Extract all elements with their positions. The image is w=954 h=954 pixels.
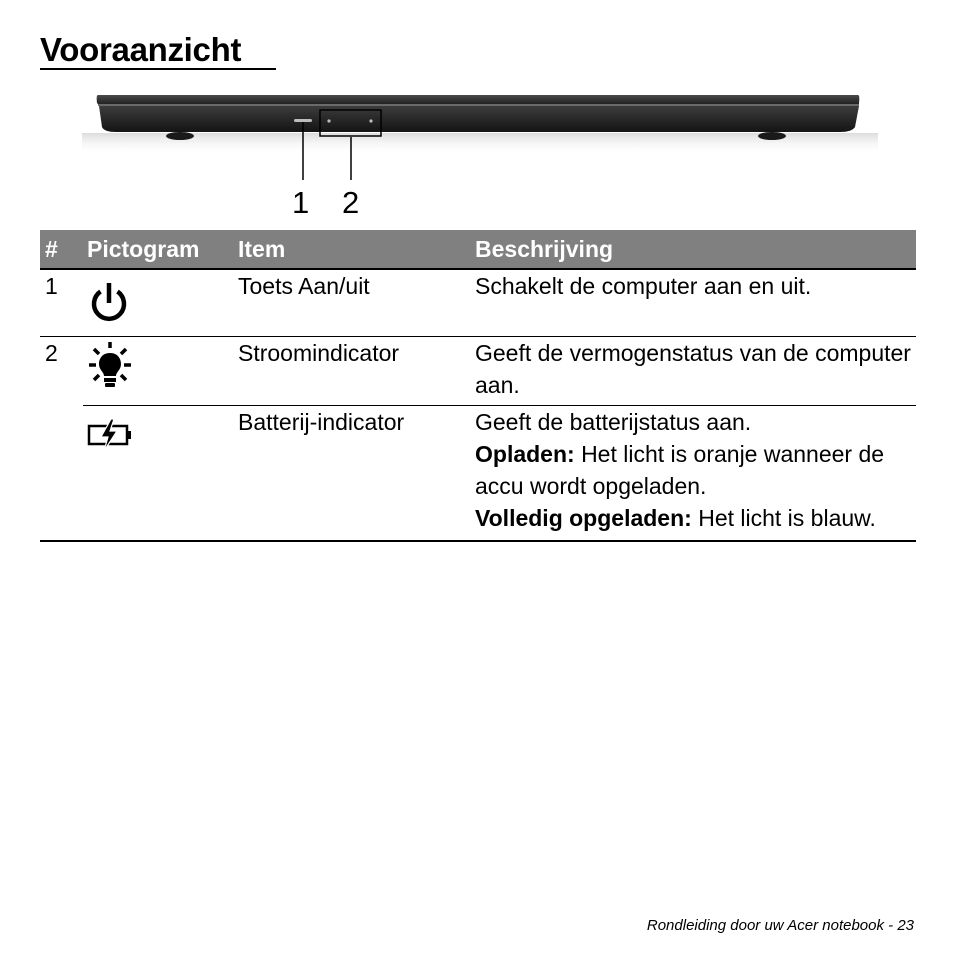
- header-desc: Beschrijving: [471, 230, 916, 269]
- battery-charging-icon: [87, 418, 135, 460]
- page-footer: [647, 917, 914, 934]
- front-view-table: [40, 230, 916, 542]
- title-underline: [40, 68, 276, 70]
- page-title: Vooraanzicht: [40, 31, 242, 68]
- laptop-front-illustration: [80, 85, 880, 225]
- callout-1: 1: [292, 185, 310, 220]
- row-number: 1: [40, 269, 83, 337]
- table-header-row: [40, 230, 916, 269]
- page-number: 23: [897, 917, 914, 934]
- power-icon: [87, 280, 131, 332]
- full-label: Volledig opgeladen:: [475, 505, 692, 531]
- full-status: [475, 502, 912, 534]
- item-name: Stroomindicator: [234, 337, 471, 406]
- footer-text: Rondleiding door uw Acer notebook -: [646, 917, 894, 934]
- item-description: Geeft de batterijstatus aan.: [475, 409, 752, 435]
- header-icon: Pictogram: [83, 230, 234, 269]
- table-row: [40, 337, 916, 406]
- charging-status: [475, 438, 912, 502]
- table-row: [40, 269, 916, 337]
- full-text: Het licht is blauw.: [698, 505, 876, 531]
- light-bulb-icon: [87, 341, 133, 397]
- charging-label: Opladen:: [475, 441, 575, 467]
- table-row: [40, 406, 916, 542]
- laptop-front-figure: [80, 85, 880, 225]
- row-number: 2: [40, 337, 83, 542]
- item-description: Geeft de vermogenstatus van de computer aan.: [471, 337, 916, 406]
- item-description: Schakelt de computer aan en uit.: [471, 269, 916, 337]
- item-name: Batterij-indicator: [234, 406, 471, 542]
- header-num: #: [40, 230, 83, 269]
- header-item: Item: [234, 230, 471, 269]
- callout-2: 2: [342, 185, 360, 220]
- charging-text: Het licht is oranje wanneer de accu wordt opgeladen.: [475, 441, 885, 499]
- item-name: Toets Aan/uit: [234, 269, 471, 337]
